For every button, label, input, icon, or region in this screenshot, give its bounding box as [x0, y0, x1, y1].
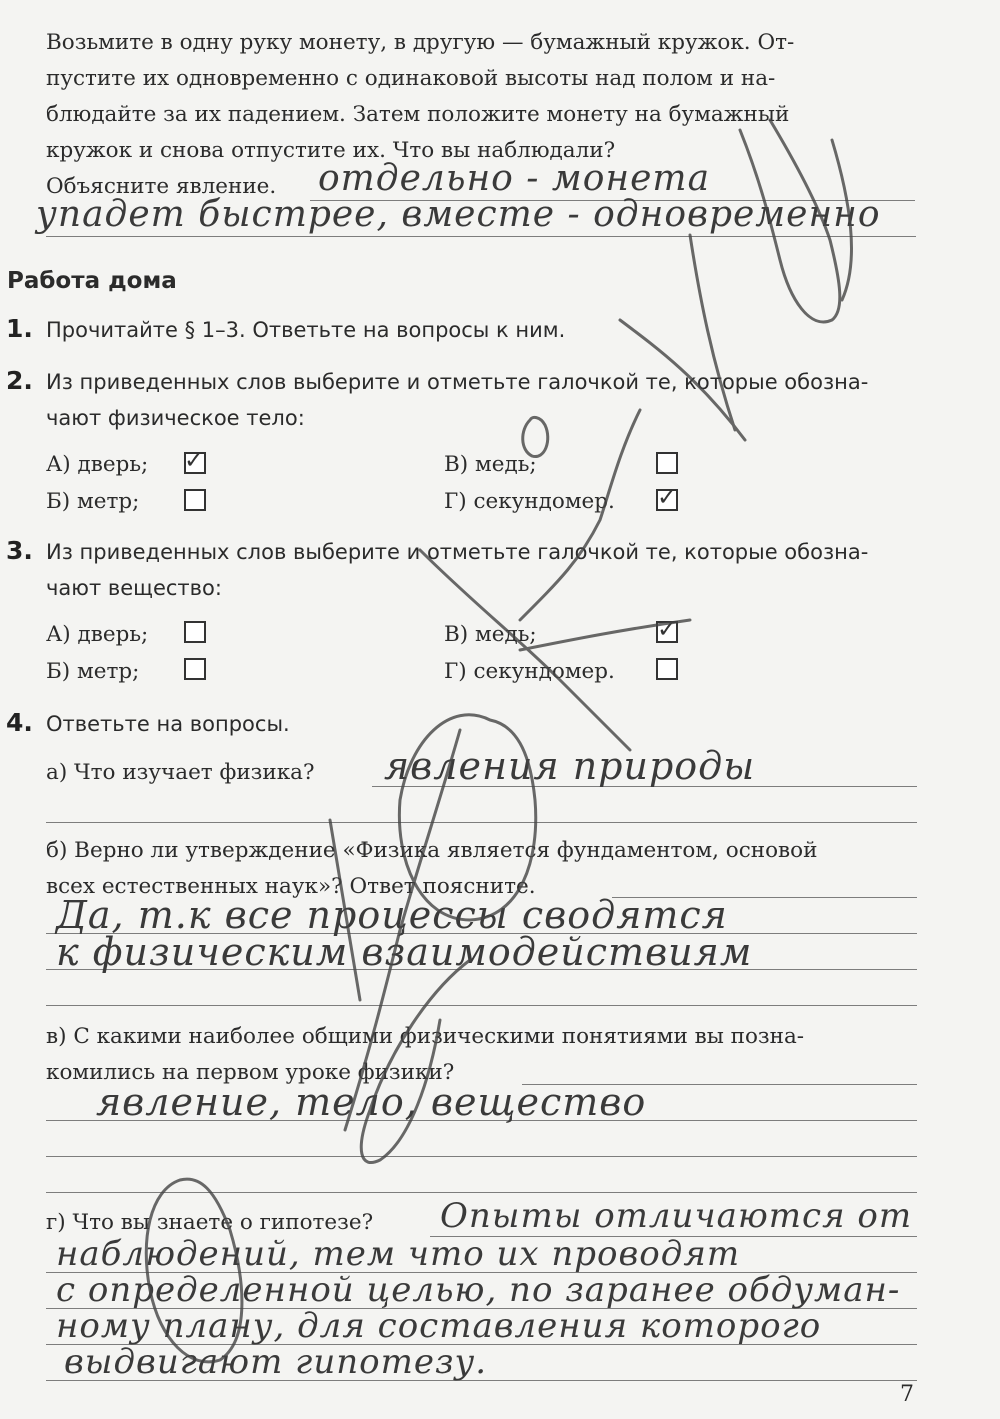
page-number: 7 — [900, 1382, 914, 1407]
task-3-checkbox-d[interactable] — [656, 658, 678, 680]
task-1-text: Прочитайте § 1–3. Ответьте на вопросы к ним. — [46, 318, 566, 342]
question-c-line-2: комились на первом уроке физики? — [46, 1060, 455, 1085]
task-2-line-2: чают физическое тело: — [46, 406, 305, 430]
explain-answer-1: отдельно - монета — [318, 158, 711, 199]
answer-c-line-2 — [46, 1156, 917, 1157]
task-3-option-d: Г) секундомер. — [444, 659, 615, 684]
answer-d-5: выдвигают гипотезу. — [64, 1342, 488, 1382]
grade-stroke-k-3 — [520, 410, 640, 620]
explain-answer-line-2 — [46, 236, 916, 237]
grade-stroke-o-small — [523, 417, 548, 456]
task-3-number: 3. — [6, 536, 33, 565]
question-a: а) Что изучает физика? — [46, 760, 315, 785]
task-2-option-d: Г) секундомер. — [444, 489, 615, 514]
answer-c: явление, тело, вещество — [96, 1080, 647, 1124]
question-b-line-1: б) Верно ли утверждение «Физика является фундаментом, основой — [46, 838, 818, 863]
task-2-option-c: В) медь; — [444, 452, 537, 477]
section-title: Работа дома — [7, 268, 177, 294]
answer-b-2: к физическим взаимодействиям — [56, 930, 753, 974]
task-2-check-d: ✓ — [657, 483, 678, 511]
task-3-option-b: Б) метр; — [46, 659, 140, 684]
task-2-line-1: Из приведенных слов выберите и отметьте галочкой те, которые обозна- — [46, 370, 869, 394]
intro-line-1: Возьмите в одну руку монету, в другую — бумажный кружок. От- — [46, 30, 795, 55]
task-3-line-1: Из приведенных слов выберите и отметьте галочкой те, которые обозна- — [46, 540, 869, 564]
question-c-line-1: в) С какими наиболее общими физическими понятиями вы позна- — [46, 1024, 805, 1049]
answer-a: явления природы — [384, 744, 756, 788]
task-3-option-a: А) дверь; — [46, 622, 149, 647]
answer-c-line-3 — [46, 1192, 917, 1193]
answer-d-1: Опыты отличаются от — [440, 1196, 913, 1236]
answer-d-3: с определенной целью, по заранее обдуман- — [56, 1270, 901, 1310]
task-2-check-a: ✓ — [184, 446, 205, 474]
task-3-checkbox-a[interactable] — [184, 621, 206, 643]
task-3-line-2: чают вещество: — [46, 576, 222, 600]
task-3-checkbox-b[interactable] — [184, 658, 206, 680]
answer-d-4: ному плану, для составления которого — [56, 1306, 822, 1346]
task-2-number: 2. — [6, 366, 33, 395]
explain-label: Объясните явление. — [46, 174, 277, 199]
question-b-line-2: всех естественных наук»? Ответ поясните. — [46, 874, 536, 899]
grade-stroke-k-1 — [690, 235, 735, 430]
task-2-checkbox-b[interactable] — [184, 489, 206, 511]
intro-line-3: блюдайте за их падением. Затем положите монету на бумажный — [46, 102, 790, 127]
task-2-option-b: Б) метр; — [46, 489, 140, 514]
task-3-check-c: ✓ — [657, 615, 678, 643]
answer-a-line-2 — [46, 822, 917, 823]
intro-line-4: кружок и снова отпустите их. Что вы наблюдали? — [46, 138, 616, 163]
task-1-number: 1. — [6, 314, 33, 343]
task-4-text: Ответьте на вопросы. — [46, 712, 290, 736]
task-4-number: 4. — [6, 708, 33, 737]
explain-answer-2: упадет быстрее, вместе - одновременно — [36, 194, 881, 235]
task-3-option-c: В) медь; — [444, 622, 537, 647]
question-d: г) Что вы знаете о гипотезе? — [46, 1210, 374, 1235]
answer-b-1: Да, т.к все процессы сводятся — [56, 893, 728, 937]
task-2-option-a: А) дверь; — [46, 452, 149, 477]
task-2-checkbox-c[interactable] — [656, 452, 678, 474]
answer-d-2: наблюдений, тем что их проводят — [56, 1234, 741, 1274]
answer-b-line-3 — [46, 1005, 917, 1006]
grade-stroke-diagonal — [420, 550, 630, 750]
intro-line-2: пустите их одновременно с одинаковой высоты над полом и на- — [46, 66, 776, 91]
